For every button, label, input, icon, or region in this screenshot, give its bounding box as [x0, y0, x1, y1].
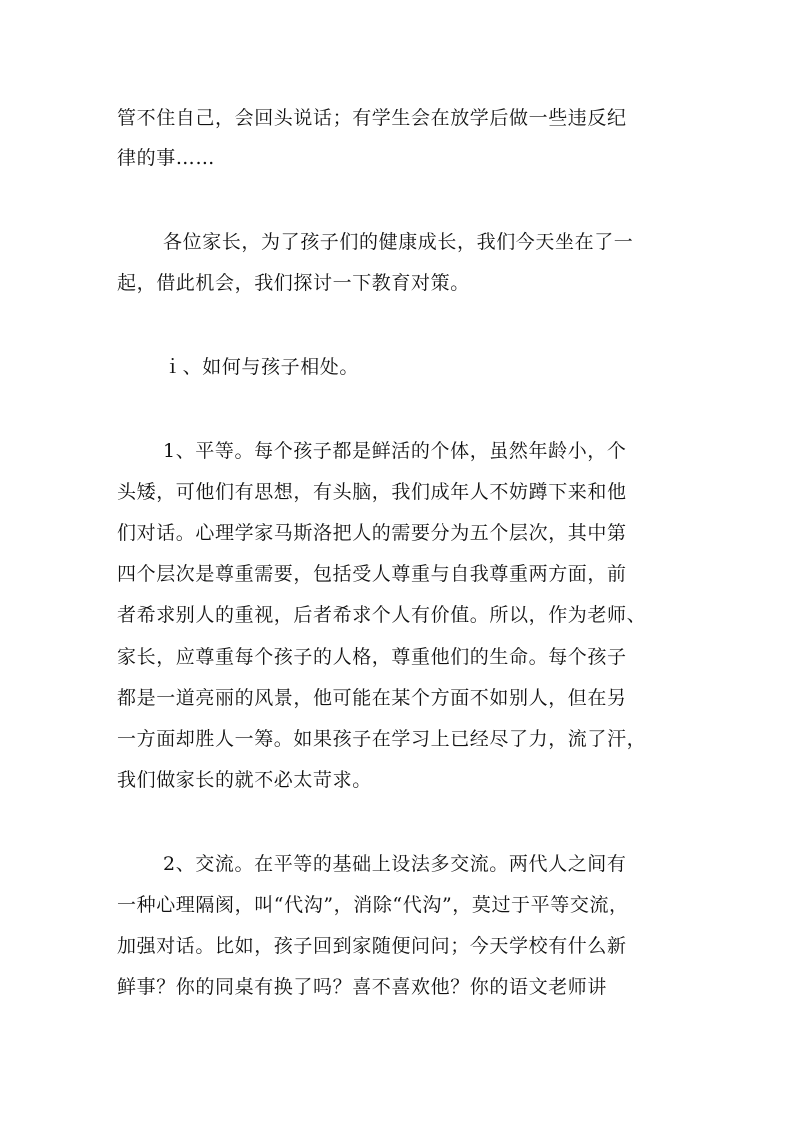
- paragraph-line: 1、平等。每个孩子都是鲜活的个体，虽然年龄小，个: [163, 440, 627, 462]
- paragraph-line: 者希求别人的重视，后者希求个人有价值。所以，作为老师、: [117, 604, 647, 626]
- paragraph-line: 家长，应尊重每个孩子的人格，尊重他们的生命。每个孩子: [117, 646, 627, 668]
- paragraph-line: 鲜事？你的同桌有换了吗？喜不喜欢他？你的语文老师讲: [117, 976, 608, 998]
- paragraph-line: 各位家长，为了孩子们的健康成长，我们今天坐在了一: [163, 231, 634, 253]
- paragraph-line: 们对话。心理学家马斯洛把人的需要分为五个层次，其中第: [117, 522, 627, 544]
- paragraph-line: 起，借此机会，我们探讨一下教育对策。: [117, 272, 470, 294]
- paragraph-line: 律的事……: [117, 147, 216, 169]
- paragraph-line: 一种心理隔阂，叫“代沟”，消除“代沟”，莫过于平等交流，: [117, 894, 629, 916]
- paragraph-line: 我们做家长的就不必太苛求。: [117, 769, 372, 791]
- paragraph-line: 四个层次是尊重需要，包括受人尊重与自我尊重两方面，前: [117, 563, 627, 585]
- paragraph-line: 头矮，可他们有思想，有头脑，我们成年人不妨蹲下来和他: [117, 481, 627, 503]
- section-heading: ｉ、如何与孩子相处。: [163, 356, 360, 378]
- paragraph-line: 都是一道亮丽的风景，他可能在某个方面不如别人，但在另: [117, 687, 627, 709]
- paragraph-line: 加强对话。比如，孩子回到家随便问问；今天学校有什么新: [117, 935, 627, 957]
- paragraph-line: 2、交流。在平等的基础上设法多交流。两代人之间有: [163, 853, 627, 875]
- paragraph-line: 管不住自己，会回头说话；有学生会在放学后做一些违反纪: [117, 107, 627, 129]
- paragraph-line: 一方面却胜人一筹。如果孩子在学习上已经尽了力，流了汗，: [117, 728, 647, 750]
